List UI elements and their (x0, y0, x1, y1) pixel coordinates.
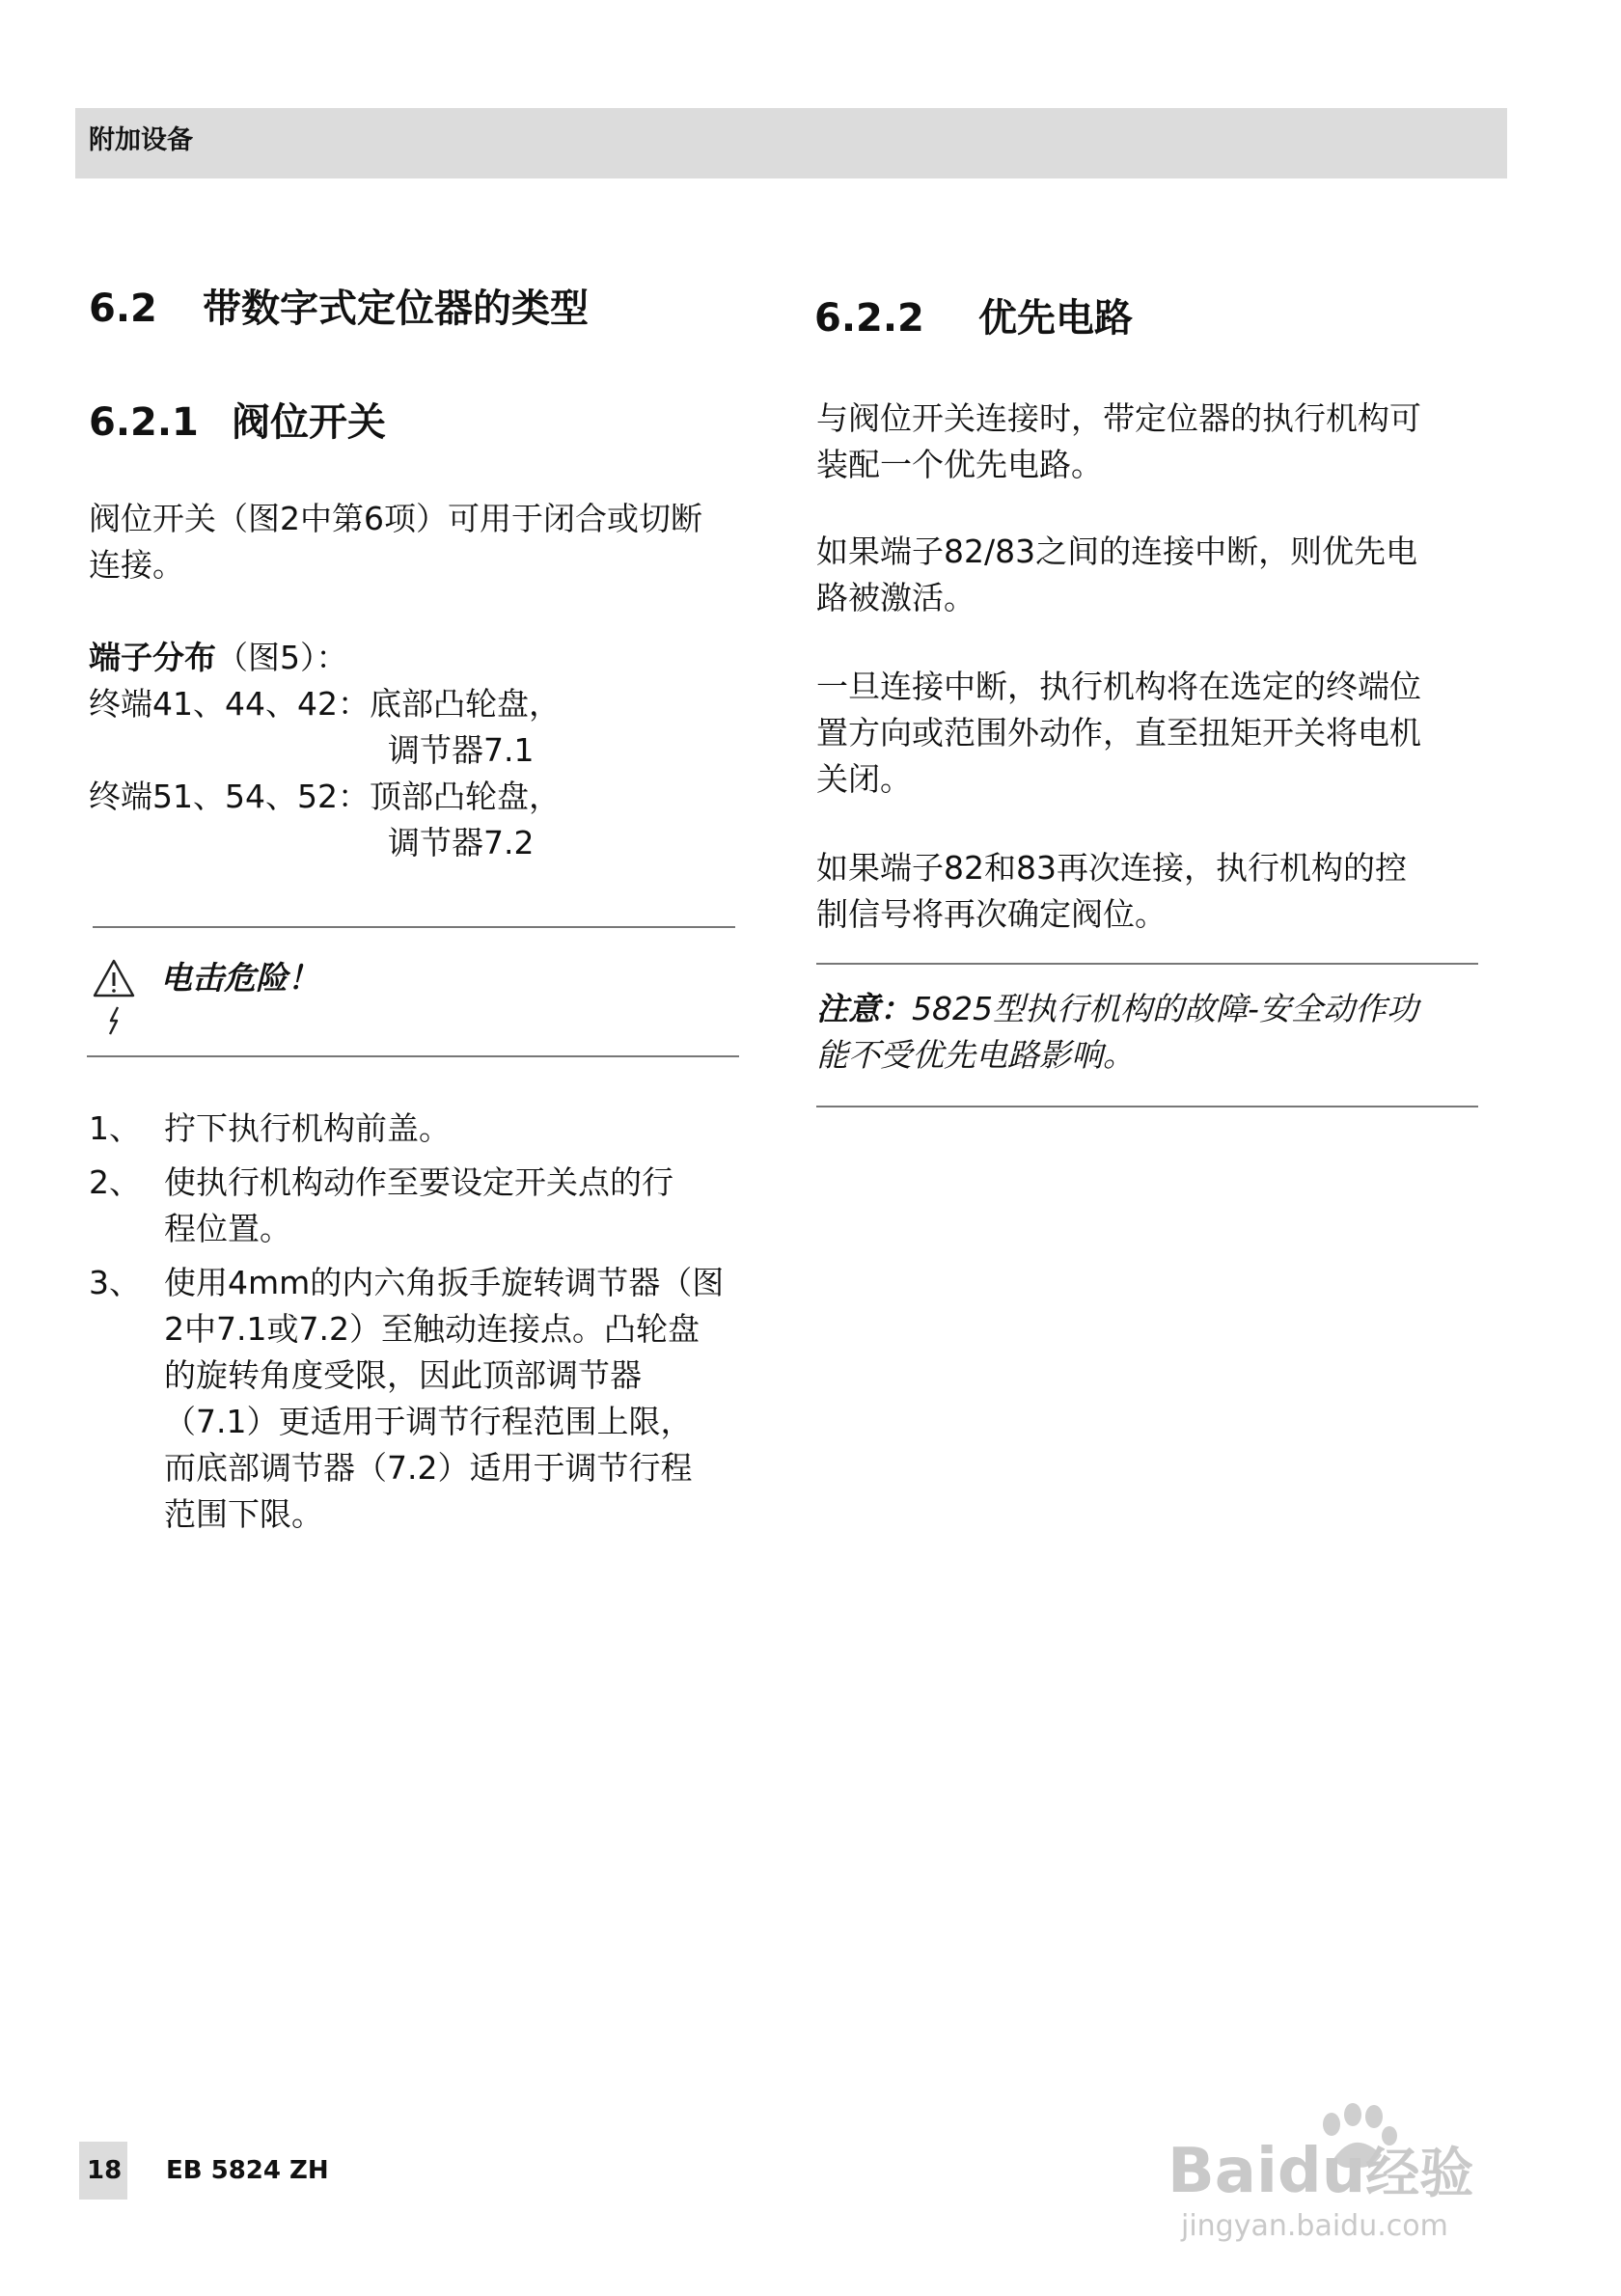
step-1-number: 1、 (89, 1109, 141, 1147)
note-bottom-rule (816, 1106, 1478, 1107)
para-2-line-2: 路被激活。 (816, 579, 975, 616)
electric-hazard-icon (93, 959, 135, 1040)
para-3-line-3: 关闭。 (816, 760, 912, 798)
step-1-line-1: 拧下执行机构前盖。 (164, 1109, 451, 1147)
section-text: 带数字式定位器的类型 (203, 287, 589, 331)
step-3-line-2: 2中7.1或7.2）至触动连接点。凸轮盘 (164, 1310, 700, 1348)
para-3-line-2: 置方向或范围外动作，直至扭矩开关将电机 (816, 714, 1421, 752)
subsection-text: 阀位开关 (232, 400, 386, 445)
step-3-line-3: 的旋转角度受限，因此顶部调节器 (164, 1356, 642, 1394)
header-bar (75, 108, 1507, 178)
page-number: 18 (87, 2156, 123, 2185)
step-3-line-5: 而底部调节器（7.2）适用于调节行程 (164, 1449, 693, 1487)
step-2-number: 2、 (89, 1163, 141, 1201)
step-3-line-4: （7.1）更适用于调节行程范围上限， (164, 1403, 693, 1440)
terminal-heading (89, 635, 348, 681)
terminal-heading-rest: （图5）： (216, 639, 348, 676)
terminal-line-1: 终端41、44、42：底部凸轮盘， (89, 685, 561, 723)
step-3-line-1: 使用4mm的内六角扳手旋转调节器（图 (164, 1264, 725, 1301)
subsection-number-622: 6.2.2 (814, 296, 924, 341)
section-number: 6.2 (89, 287, 157, 331)
step-3-line-6: 范围下限。 (164, 1495, 323, 1533)
step-3-number: 3、 (89, 1264, 141, 1301)
watermark-url: jingyan.baidu.com (1181, 2209, 1448, 2243)
watermark (1168, 2103, 1534, 2248)
para-1-line-2: 装配一个优先电路。 (816, 446, 1103, 483)
section-title (89, 282, 589, 336)
step-2-line-2: 程位置。 (164, 1210, 291, 1247)
note-text-1: 5825型执行机构的故障-安全动作功 (912, 990, 1418, 1027)
subsection-title-622 (814, 291, 1133, 345)
para-3-line-1: 一旦连接中断，执行机构将在选定的终端位 (816, 668, 1421, 705)
watermark-brand-2: du (1277, 2136, 1366, 2207)
para-2-line-1: 如果端子82/83之间的连接中断，则优先电 (816, 533, 1418, 570)
subsection-number: 6.2.1 (89, 400, 199, 445)
terminal-line-3: 终端51、54、52：顶部凸轮盘， (89, 778, 561, 815)
para-1-line-1: 与阀位开关连接时，带定位器的执行机构可 (816, 399, 1421, 437)
warning-text: 电击危险！ (160, 959, 319, 997)
step-2-line-1: 使执行机构动作至要设定开关点的行 (164, 1163, 673, 1201)
terminal-line-2: 调节器7.1 (388, 731, 535, 769)
note-line-2: 能不受优先电路影响。 (816, 1036, 1135, 1074)
warning-bottom-rule (87, 1055, 739, 1057)
intro-line-2: 连接。 (89, 546, 184, 584)
note-line-1 (816, 986, 1418, 1032)
warning-icon (93, 959, 135, 1044)
para-4-line-1: 如果端子82和83再次连接，执行机构的控 (816, 849, 1407, 887)
terminal-heading-bold: 端子分布 (89, 639, 216, 676)
header-title: 附加设备 (89, 125, 193, 155)
document-code: EB 5824 ZH (166, 2156, 329, 2185)
watermark-suffix: 经验 (1365, 2143, 1474, 2205)
note-label: 注意： (816, 990, 912, 1027)
watermark-brand: Bai (1168, 2136, 1278, 2207)
subsection-text-622: 优先电路 (978, 296, 1133, 341)
subsection-title-621 (89, 396, 386, 450)
note-top-rule (816, 963, 1478, 965)
para-4-line-2: 制信号将再次确定阀位。 (816, 895, 1167, 933)
watermark-logo (1168, 2138, 1473, 2208)
warning-top-rule (93, 926, 735, 928)
intro-line-1: 阀位开关（图2中第6项）可用于闭合或切断 (89, 500, 702, 537)
terminal-line-4: 调节器7.2 (388, 824, 535, 861)
